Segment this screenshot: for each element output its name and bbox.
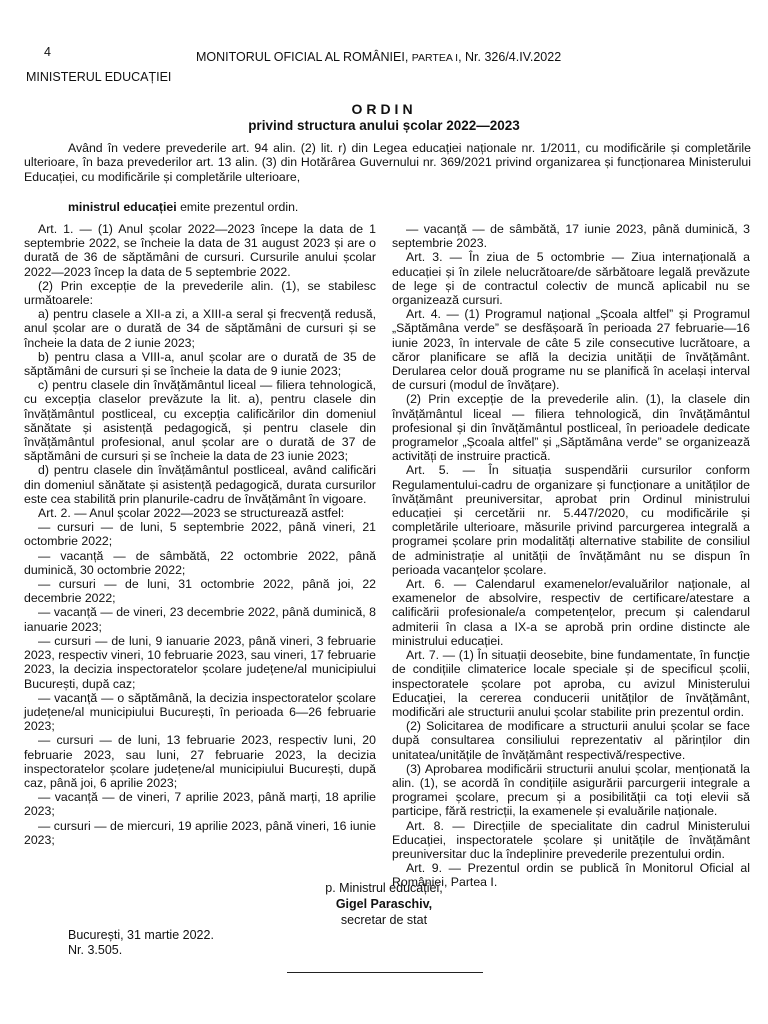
paragraph: Art. 7. — (1) În situații deosebite, bine fundamentate, în funcție de condițiile climaterice locale speciale și de specificul școlii, inspectoratele școlare pot aproba, cu avizul Ministerului Educației, la cererea conducerii unităților de învățământ, modificări ale structurii anului școlar stabilite prin prezentul ordin. (392, 648, 750, 719)
paragraph: d) pentru clasele din învățământul postliceal, având calificări din domeniul sănătate și asistență pedagogică, durata cursurilor este cea stabilită prin planurile-cadru de învățământ în vigoare. (24, 463, 376, 506)
paragraph: Art. 4. — (1) Programul național „Școala altfel” și Programul „Săptămâna verde” se desfășoară în perioada 27 februarie—16 iunie 2023, în intervale de câte 5 zile consecutive lucrătoare, a căror planificare se află la decizia unității de învățământ. Derularea celor două programe nu se planifică în același interval de cursuri (modul de învățare). (392, 307, 750, 393)
gazette-part: PARTEA I (411, 52, 459, 64)
signatory-name: Gigel Paraschiv, (335, 897, 433, 911)
place-date: București, 31 martie 2022. (68, 928, 214, 942)
preamble (24, 141, 751, 184)
page-number: 4 (44, 45, 51, 59)
paragraph: b) pentru clasa a VIII-a, anul școlar are o durată de 35 de săptămâni de cursuri și se încheie la data de 9 iunie 2023; (24, 349, 376, 379)
document-title: ORDIN (351, 101, 417, 117)
paragraph: (2) Prin excepție de la prevederile alin. (1), se stabilesc următoarele: (24, 278, 376, 308)
paragraph: — cursuri — de luni, 31 octombrie 2022, până joi, 22 decembrie 2022; (24, 577, 376, 606)
paragraph: Art. 3. — În ziua de 5 octombrie — Ziua internațională a educației și în zilele nelucrătoare/de sărbătoare legală prevăzute de lege și de contractul colectiv de muncă aplicabil nu se organizează cursuri. (392, 250, 750, 308)
issuing-text: emite prezentul ordin. (176, 200, 299, 214)
order-number: Nr. 3.505. (68, 943, 123, 957)
paragraph: — cursuri — de luni, 13 februarie 2023, respectiv luni, 20 februarie 2023, sau luni, 27 februarie 2023, la decizia inspectoratelor școlare județene/al municipiului București, după caz, până joi, 6 aprilie 2023; (24, 733, 376, 790)
preamble-text: Având în vedere prevederile art. 94 alin. (2) lit. r) din Legea educației naționale nr. 1/2011, cu modificările și completările ulterioare, în baza prevederilor art. 13 alin. (3) din Hotărârea Guvernului nr. 369/2021 privind organizarea și funcționarea Ministerului Educației, cu modificările și completările ulterioare, (24, 141, 751, 184)
issuing-statement (68, 200, 298, 214)
paragraph: — vacanță — de sâmbătă, 22 octombrie 2022, până duminică, 30 octombrie 2022; (24, 548, 376, 577)
gazette-issue: , Nr. 326/4.IV.2022 (458, 50, 562, 64)
paragraph: c) pentru clasele din învățământul liceal — filiera tehnologică, cu excepția claselor prevăzute la lit. a), pentru clasele din învățământul postliceal, cu excepția calificărilor din domeniul sănătate și asistență pedagogică, și pentru clasele din învățământul profesional, anul școlar are o durată de 37 de săptămâni de cursuri și se încheie la data de 23 iunie 2023; (24, 378, 376, 464)
gazette-title: MONITORUL OFICIAL AL ROMÂNIEI, (196, 50, 412, 64)
paragraph: (3) Aprobarea modificării structurii anului școlar, menționată la alin. (1), se acordă în condițiile asigurării parcurgerii integrale a programei școlare, precum și a posibilității ca toți elevii să participe, fără restricții, la examenele și evaluările naționale. (392, 761, 750, 819)
paragraph: — vacanță — o săptămână, la decizia inspectoratelor școlare județene/al municipiului București, în perioada 6—26 februarie 2023; (24, 690, 376, 734)
paragraph: — cursuri — de miercuri, 19 aprilie 2023, până vineri, 16 iunie 2023; (24, 818, 376, 847)
paragraph: Art. 2. — Anul școlar 2022—2023 se structurează astfel: (38, 506, 345, 521)
signature-line: p. Ministrul educației, (325, 881, 443, 895)
paragraph: — cursuri — de luni, 5 septembrie 2022, până vineri, 21 octombrie 2022; (24, 520, 376, 549)
paragraph: — vacanță — de vineri, 7 aprilie 2023, până marți, 18 aprilie 2023; (24, 790, 376, 819)
paragraph: Art. 9. — Prezentul ordin se publică în Monitorul Oficial al României, Partea I. (392, 861, 750, 890)
paragraph: Art. 8. — Direcțiile de specialitate din cadrul Ministerului Educației, inspectoratele școlare și unitățile de învățământ preuniversitar duc la îndeplinire prevederile prezentului ordin. (392, 818, 750, 861)
paragraph: Art. 6. — Calendarul examenelor/evaluărilor naționale, al examenelor de absolvire, respectiv de certificare/atestare a calificării profesionale/a competențelor, precum și calendarul admiterii în clasa a IX-a se aprobă prin ordine distincte ale ministrului educației. (392, 577, 750, 648)
paragraph: — vacanță — de vineri, 23 decembrie 2022, până duminică, 8 ianuarie 2023; (24, 605, 376, 634)
issuer: ministrul educației (68, 200, 177, 214)
issuing-ministry: MINISTERUL EDUCAȚIEI (26, 70, 172, 84)
paragraph: Art. 1. — (1) Anul școlar 2022—2023 începe la data de 1 septembrie 2022, se încheie la data de 31 august 2023 și are o durată de 36 de săptămâni de cursuri. Cursurile anului școlar 2022—2023 încep la data de 5 septembrie 2022. (24, 222, 376, 279)
left-column (24, 222, 376, 847)
paragraph: (2) Solicitarea de modificare a structurii anului școlar se face după consultarea consiliului reprezentativ al părinților din unitatea/unitățile de învățământ respectivă/respective. (392, 719, 750, 762)
paragraph: (2) Prin excepție de la prevederile alin. (1), la clasele din învățământul liceal — filiera tehnologică, din învățământul profesional și din învățământul postliceal, în perioadele dedicate programelor „Școala altfel” și „Săptămâna verde” se organizează activități de instruire practică. (392, 392, 750, 464)
paragraph: a) pentru clasele a XII-a zi, a XIII-a seral și frecvență redusă, anul școlar are o durată de 34 de săptămâni de cursuri și se încheie la data de 2 iunie 2023; (24, 307, 376, 350)
paragraph: — cursuri — de luni, 9 ianuarie 2023, până vineri, 3 februarie 2023, respectiv vineri, 10 februarie 2023, sau vineri, 17 februarie 2023, la decizia inspectoratelor școlare județene/al municipiului București, după caz; (24, 633, 376, 691)
divider (287, 972, 483, 973)
signatory-role: secretar de stat (340, 913, 428, 927)
paragraph: — vacanță — de sâmbătă, 17 iunie 2023, până duminică, 3 septembrie 2023. (392, 222, 750, 251)
gazette-header (196, 50, 561, 64)
right-column (392, 222, 750, 890)
paragraph: Art. 5. — În situația suspendării cursurilor conform Regulamentului-cadru de organizare și funcționare a unităților de învățământ preuniversitar, aprobat prin Ordinul ministrului educației și cercetării nr. 5.447/2020, cu modificările și completările ulterioare, măsurile privind parcurgerea integrală a programei școlare prin modalități alternative stabilite de consiliul de administrație al unității de învățământ nu se dispun în perioada vacanțelor școlare. (392, 463, 750, 577)
document-subtitle: privind structura anului școlar 2022—2023 (248, 118, 520, 133)
